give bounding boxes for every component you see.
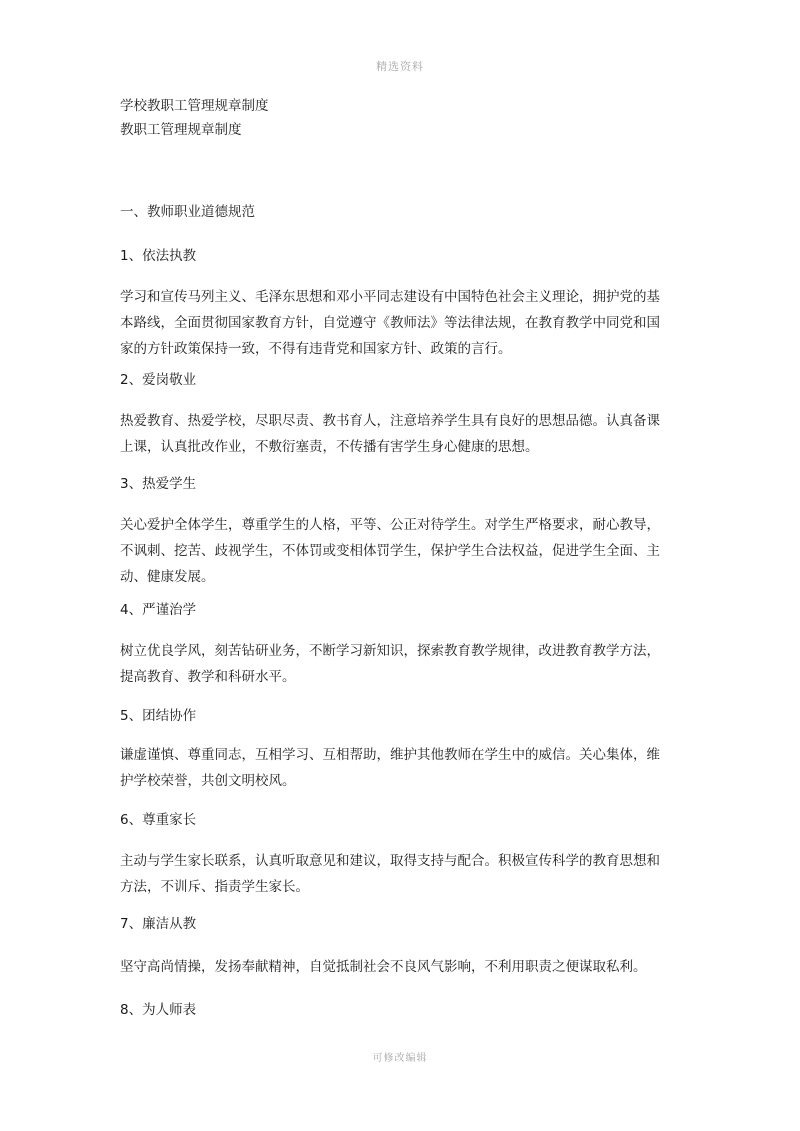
item-paragraph xyxy=(120,408,685,460)
section-heading: 一、教师职业道德规范 xyxy=(120,204,255,220)
item-heading: 8、为人师表 xyxy=(120,1002,197,1018)
item-paragraph xyxy=(120,848,685,900)
item-paragraph xyxy=(120,954,685,980)
document-title: 学校教职工管理规章制度 xyxy=(120,98,269,114)
paragraph-line: 护学校荣誉，共创文明校风。 xyxy=(120,773,296,789)
paragraph-line: 关心爱护全体学生，尊重学生的人格，平等、公正对待学生。对学生严格要求，耐心教导， xyxy=(120,517,660,533)
page-footer-watermark: 可修改编辑 xyxy=(372,1053,428,1064)
item-heading: 4、严谨治学 xyxy=(120,602,197,618)
item-paragraph xyxy=(120,638,685,690)
paragraph-line: 方法，不训斥、指责学生家长。 xyxy=(120,879,309,895)
item-heading: 5、团结协作 xyxy=(120,708,197,724)
paragraph-line: 上课，认真批改作业，不敷衍塞责，不传播有害学生身心健康的思想。 xyxy=(120,439,539,455)
paragraph-line: 热爱教育、热爱学校，尽职尽责、教书育人，注意培养学生具有良好的思想品德。认真备课 xyxy=(120,413,660,429)
paragraph-line: 动、健康发展。 xyxy=(120,569,215,585)
paragraph-line: 树立优良学风，刻苦钻研业务，不断学习新知识，探索教育教学规律，改进教育教学方法， xyxy=(120,643,660,659)
paragraph-line: 本路线，全面贯彻国家教育方针，自觉遵守《教师法》等法律法规，在教育教学中同党和国 xyxy=(120,315,660,331)
item-heading: 1、依法执教 xyxy=(120,248,197,264)
paragraph-line: 不讽刺、挖苦、歧视学生，不体罚或变相体罚学生，保护学生合法权益，促进学生全面、主 xyxy=(120,543,660,559)
paragraph-line: 提高教育、教学和科研水平。 xyxy=(120,669,296,685)
paragraph-line: 家的方针政策保持一致，不得有违背党和国家方针、政策的言行。 xyxy=(120,341,512,357)
paragraph-line: 坚守高尚情操，发扬奉献精神，自觉抵制社会不良风气影响，不利用职责之便谋取私利。 xyxy=(120,959,647,975)
item-heading: 6、尊重家长 xyxy=(120,812,197,828)
item-paragraph xyxy=(120,284,685,362)
item-paragraph xyxy=(120,512,685,590)
item-heading: 3、热爱学生 xyxy=(120,476,197,492)
paragraph-line: 学习和宣传马列主义、毛泽东思想和邓小平同志建设有中国特色社会主义理论，拥护党的基 xyxy=(120,289,660,305)
item-paragraph xyxy=(120,742,685,794)
paragraph-line: 谦虚谨慎、尊重同志，互相学习、互相帮助，维护其他教师在学生中的威信。关心集体，维 xyxy=(120,747,660,763)
document-subtitle: 教职工管理规章制度 xyxy=(120,122,242,138)
item-heading: 2、爱岗敬业 xyxy=(120,372,197,388)
page-header-watermark: 精选资料 xyxy=(376,60,424,73)
item-heading: 7、廉洁从教 xyxy=(120,916,197,932)
paragraph-line: 主动与学生家长联系，认真听取意见和建议，取得支持与配合。积极宣传科学的教育思想和 xyxy=(120,853,660,869)
